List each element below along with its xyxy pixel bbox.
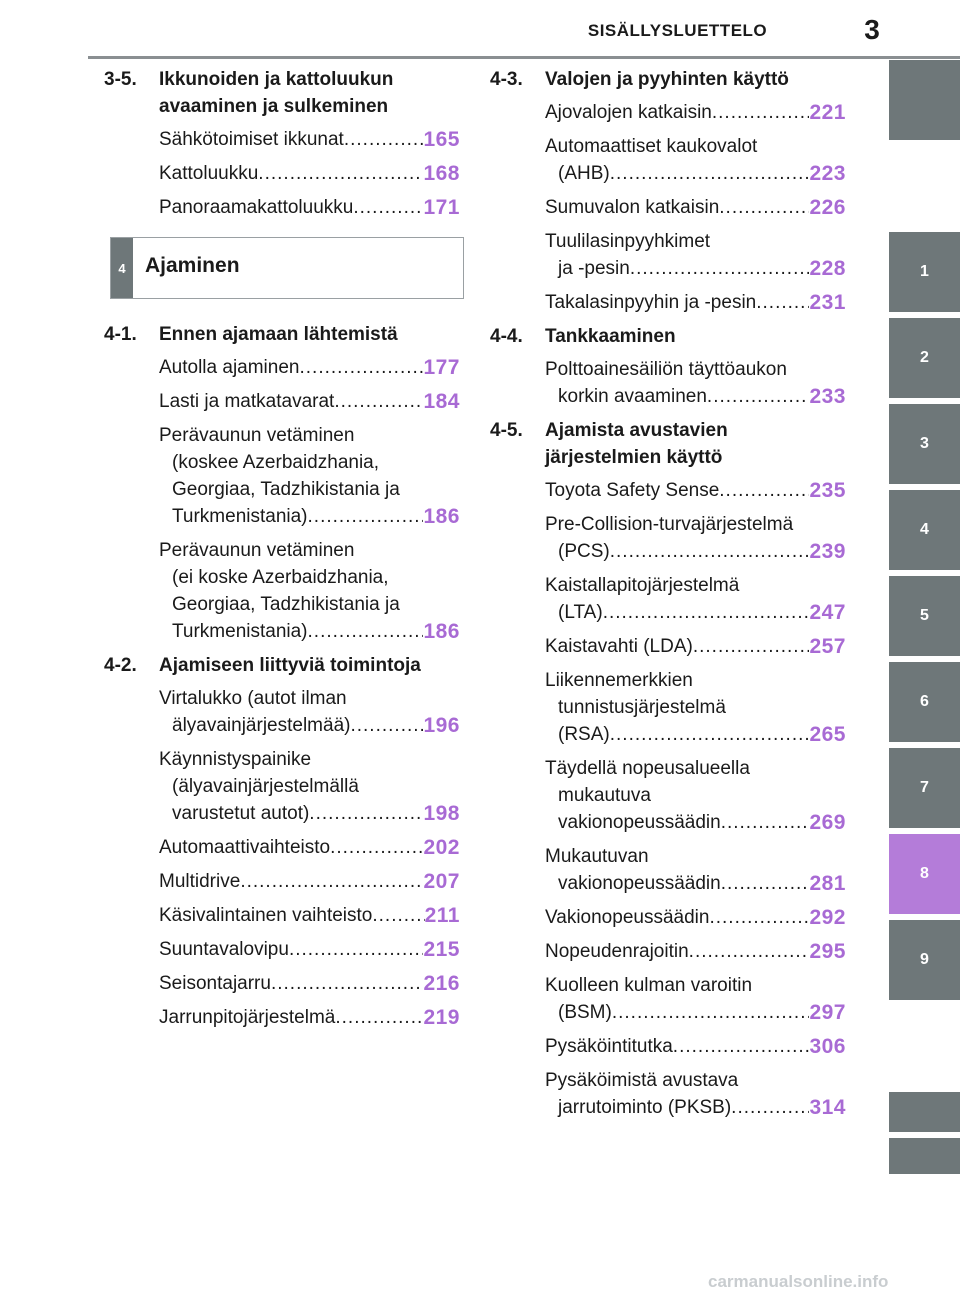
entry-title: Toyota Safety Sense xyxy=(545,480,720,501)
entry-title: Tuulilasinpyyhkimet xyxy=(545,231,711,252)
page-link[interactable]: 171 xyxy=(423,196,460,219)
page-link[interactable]: 221 xyxy=(809,101,846,124)
section-4-2 xyxy=(104,652,460,679)
side-tab-9[interactable]: 9 xyxy=(889,920,960,1000)
entry-title: Kuolleen kulman varoitin xyxy=(545,975,753,996)
entry-title: Automaattivaihteisto xyxy=(159,837,331,858)
toc-entry[interactable] xyxy=(490,633,846,660)
entry-title: Virtalukko (autot ilman xyxy=(159,688,347,709)
watermark: carmanualsonline.info xyxy=(708,1272,889,1291)
page-link[interactable]: 228 xyxy=(809,257,846,280)
entry-title: ja -pesin xyxy=(558,258,630,279)
entry-title: Perävaunun vetäminen xyxy=(159,425,355,446)
section-4-3 xyxy=(490,66,846,93)
toc-entry[interactable] xyxy=(104,354,460,381)
toc-entry[interactable] xyxy=(490,356,846,410)
header-title: SISÄLLYSLUETTELO xyxy=(587,21,768,40)
entry-title: Kaistallapitojärjestelmä xyxy=(545,575,740,596)
entry-title: mukautuva xyxy=(558,785,651,806)
entry-title: Täydellä nopeusalueella xyxy=(545,758,750,779)
section-4-5 xyxy=(490,417,846,471)
page-link[interactable]: 215 xyxy=(423,938,460,961)
side-tab-8[interactable]: 8 xyxy=(889,834,960,914)
entry-title: Automaattiset kaukovalot xyxy=(545,136,758,157)
toc-entry[interactable] xyxy=(490,289,846,316)
page-link[interactable]: 292 xyxy=(809,906,846,929)
entry-title: Pysäköimistä avustava xyxy=(545,1070,739,1091)
toc-entry[interactable] xyxy=(104,537,460,645)
side-tab-blank-bottom-1[interactable] xyxy=(889,1092,960,1132)
entry-title: Mukautuvan xyxy=(545,846,649,867)
page-link[interactable]: 207 xyxy=(423,870,460,893)
page-link[interactable]: 297 xyxy=(809,1001,846,1024)
entry-title: (RSA) xyxy=(558,724,610,745)
toc-entry[interactable] xyxy=(104,746,460,827)
entry-title: Kattoluukku xyxy=(159,163,259,184)
section-4-1 xyxy=(104,321,460,348)
page-link[interactable]: 198 xyxy=(423,802,460,825)
side-tab-3[interactable]: 3 xyxy=(889,404,960,484)
page-link[interactable]: 281 xyxy=(809,872,846,895)
toc-entry[interactable] xyxy=(490,1067,846,1121)
toc-entry[interactable] xyxy=(104,970,460,997)
side-tab-6[interactable]: 6 xyxy=(889,662,960,742)
entry-title: Polttoainesäiliön täyttöaukon xyxy=(545,359,787,380)
entry-title: jarrutoiminto (PKSB) xyxy=(558,1097,732,1118)
entry-title: (älyavainjärjestelmällä xyxy=(172,776,359,797)
entry-title: (AHB) xyxy=(558,163,610,184)
section-number: 3-5. xyxy=(104,69,137,90)
entry-title: Seisontajarru xyxy=(159,973,271,994)
page-link[interactable]: 235 xyxy=(809,479,846,502)
section-number: 4-3. xyxy=(490,69,523,90)
page-link[interactable]: 257 xyxy=(809,635,846,658)
entry-title: Käsivalintainen vaihteisto xyxy=(159,905,373,926)
section-4-4 xyxy=(490,323,846,350)
toc-entry[interactable] xyxy=(490,477,846,504)
entry-title: Multidrive xyxy=(159,871,241,892)
section-title: järjestelmien käyttö xyxy=(545,447,723,468)
section-title: Ennen ajamaan lähtemistä xyxy=(159,324,398,345)
entry-title: korkin avaaminen xyxy=(558,386,707,407)
toc-left-column xyxy=(104,66,460,1038)
entry-title: Autolla ajaminen xyxy=(159,357,300,378)
page-link[interactable]: 306 xyxy=(809,1035,846,1058)
toc-entry[interactable] xyxy=(104,388,460,415)
side-tab-4[interactable]: 4 xyxy=(889,490,960,570)
toc-entry[interactable] xyxy=(490,228,846,282)
entry-title: Käynnistyspainike xyxy=(159,749,312,770)
page-link[interactable]: 216 xyxy=(423,972,460,995)
entry-title: Sumuvalon katkaisin xyxy=(545,197,720,218)
toc-entry[interactable] xyxy=(490,1033,846,1060)
entry-title: Jarrunpitojärjestelmä xyxy=(159,1007,336,1028)
entry-title: älyavainjärjestelmää) xyxy=(172,715,351,736)
toc-entry[interactable] xyxy=(490,843,846,897)
section-number: 4-1. xyxy=(104,324,137,345)
entry-title: Panoraamakattoluukku xyxy=(159,197,354,218)
side-tab-5[interactable]: 5 xyxy=(889,576,960,656)
toc-entry[interactable] xyxy=(490,133,846,187)
toc-entry[interactable] xyxy=(104,936,460,963)
entry-title: Georgiaa, Tadzhikistania ja xyxy=(172,594,400,615)
section-title: Ikkunoiden ja kattoluukun xyxy=(159,69,394,90)
section-number: 4-5. xyxy=(490,420,523,441)
entry-title: varustetut autot) xyxy=(172,803,310,824)
chapter-title: Ajaminen xyxy=(145,254,240,277)
toc-entry[interactable] xyxy=(490,972,846,1026)
section-title: avaaminen ja sulkeminen xyxy=(159,96,389,117)
page-link[interactable]: 202 xyxy=(423,836,460,859)
entry-title: Kaistavahti (LDA) xyxy=(545,636,693,657)
entry-title: Pysäköintitutka xyxy=(545,1036,673,1057)
toc-entry[interactable] xyxy=(104,834,460,861)
toc-entry[interactable] xyxy=(490,904,846,931)
toc-entry[interactable] xyxy=(104,1004,460,1031)
entry-title: Liikennemerkkien xyxy=(545,670,693,691)
side-tab-1[interactable]: 1 xyxy=(889,232,960,312)
section-title: Tankkaaminen xyxy=(545,326,676,347)
toc-entry[interactable] xyxy=(490,938,846,965)
toc-entry[interactable] xyxy=(104,194,460,221)
page-link[interactable]: 211 xyxy=(424,904,460,927)
page-link[interactable]: 247 xyxy=(809,601,846,624)
entry-title: Turkmenistania) xyxy=(172,506,308,527)
side-tab-blank-bottom-2[interactable] xyxy=(889,1138,960,1174)
page-link[interactable]: 184 xyxy=(423,390,460,413)
toc-entry[interactable] xyxy=(104,126,460,153)
toc-entry[interactable] xyxy=(490,572,846,626)
chapter-number: 4 xyxy=(111,238,133,298)
toc-entry[interactable] xyxy=(104,422,460,530)
entry-title: Nopeudenrajoitin xyxy=(545,941,689,962)
toc-entry[interactable] xyxy=(104,685,460,739)
toc-entry[interactable] xyxy=(490,755,846,836)
side-tab-2[interactable]: 2 xyxy=(889,318,960,398)
side-tab-blank-top[interactable] xyxy=(889,60,960,140)
entry-title: tunnistusjärjestelmä xyxy=(558,697,726,718)
entry-title: Turkmenistania) xyxy=(172,621,308,642)
entry-title: Ajovalojen katkaisin xyxy=(545,102,712,123)
toc-entry[interactable] xyxy=(490,511,846,565)
entry-title: Pre-Collision-turvajärjestelmä xyxy=(545,514,794,535)
section-title: Ajamista avustavien xyxy=(545,420,728,441)
entry-title: (BSM) xyxy=(558,1002,612,1023)
entry-title: Perävaunun vetäminen xyxy=(159,540,355,561)
entry-title: Sähkötoimiset ikkunat xyxy=(159,129,344,150)
entry-title: Takalasinpyyhin ja -pesin xyxy=(545,292,757,313)
entry-title: (ei koske Azerbaidzhania, xyxy=(172,567,389,588)
entry-title: vakionopeussäädin xyxy=(558,873,721,894)
entry-title: (koskee Azerbaidzhania, xyxy=(172,452,380,473)
section-number: 4-4. xyxy=(490,326,523,347)
page-link[interactable]: 196 xyxy=(423,714,460,737)
entry-title: (LTA) xyxy=(558,602,603,623)
page-number: 3 xyxy=(864,14,880,45)
entry-title: Suuntavalovipu xyxy=(159,939,289,960)
page-link[interactable]: 295 xyxy=(809,940,846,963)
toc-right-column xyxy=(490,66,846,1128)
section-title: Ajamiseen liittyviä toimintoja xyxy=(159,655,421,676)
toc-entry[interactable] xyxy=(104,868,460,895)
page-link[interactable]: 165 xyxy=(423,128,460,151)
entry-title: (PCS) xyxy=(558,541,610,562)
page-link[interactable]: 314 xyxy=(809,1096,846,1119)
page-link[interactable]: 177 xyxy=(423,356,460,379)
entry-title: Georgiaa, Tadzhikistania ja xyxy=(172,479,400,500)
section-number: 4-2. xyxy=(104,655,137,676)
page-link[interactable]: 269 xyxy=(809,811,846,834)
toc-entry[interactable] xyxy=(490,99,846,126)
page-link[interactable]: 265 xyxy=(809,723,846,746)
toc-entry[interactable] xyxy=(490,194,846,221)
chapter-box[interactable] xyxy=(110,237,464,299)
section-3-5 xyxy=(104,66,460,120)
page-link[interactable]: 186 xyxy=(423,505,460,528)
page-link[interactable]: 226 xyxy=(809,196,846,219)
section-title: Valojen ja pyyhinten käyttö xyxy=(545,69,789,90)
page-link[interactable]: 186 xyxy=(423,620,460,643)
page-link[interactable]: 219 xyxy=(423,1006,460,1029)
page-link[interactable]: 168 xyxy=(423,162,460,185)
header-rule xyxy=(88,56,960,59)
toc-entry[interactable] xyxy=(104,160,460,187)
toc-entry[interactable] xyxy=(490,667,846,748)
toc-entry[interactable] xyxy=(104,902,460,929)
page-link[interactable]: 233 xyxy=(809,385,846,408)
entry-title: vakionopeussäädin xyxy=(558,812,721,833)
page-link[interactable]: 239 xyxy=(809,540,846,563)
page-link[interactable]: 223 xyxy=(809,162,846,185)
side-tab-7[interactable]: 7 xyxy=(889,748,960,828)
page-link[interactable]: 231 xyxy=(809,291,846,314)
entry-title: Lasti ja matkatavarat xyxy=(159,391,335,412)
entry-title: Vakionopeussäädin xyxy=(545,907,710,928)
